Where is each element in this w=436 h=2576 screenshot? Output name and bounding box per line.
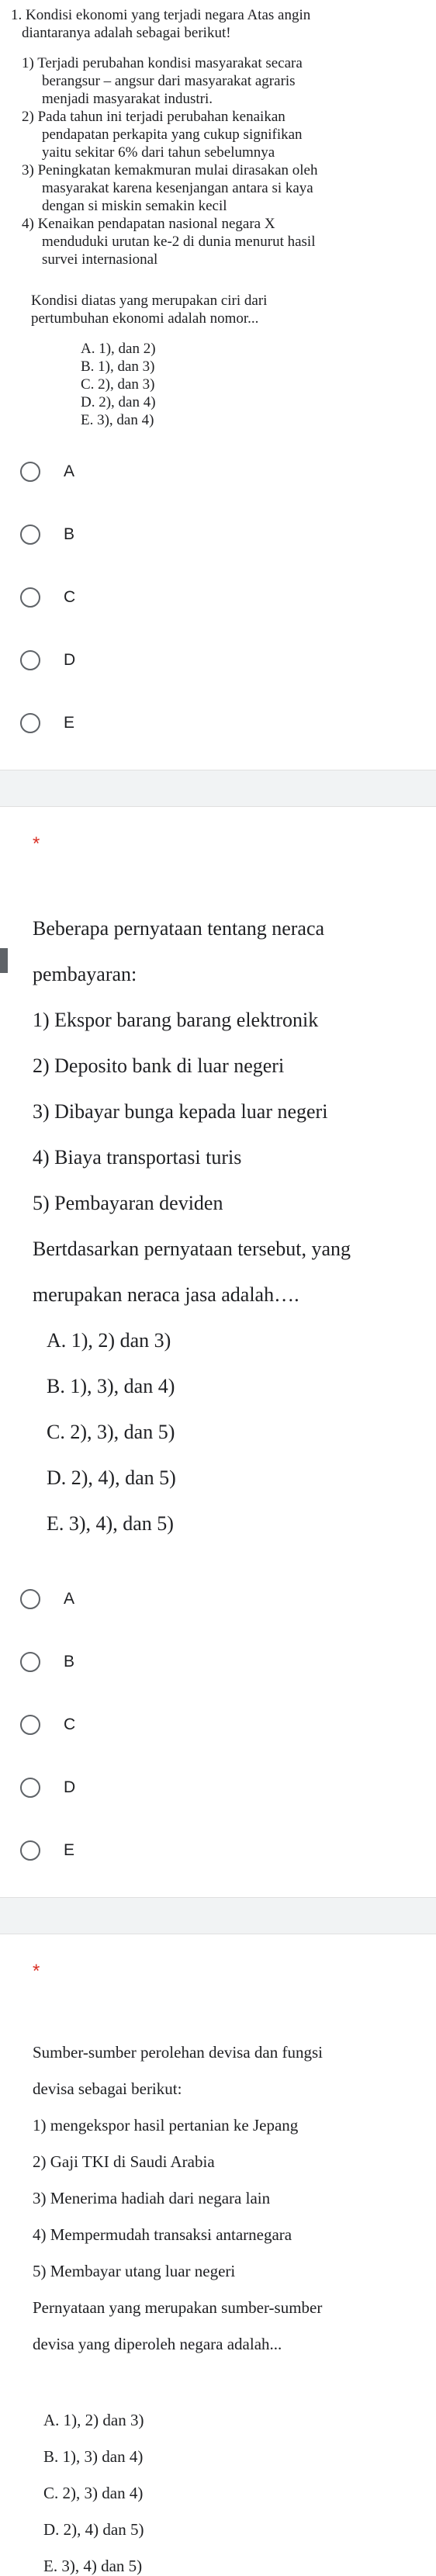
choice-b[interactable]: B (20, 503, 436, 566)
question-1-intro-2: diantaranya adalah sebagai berikut! (22, 25, 231, 41)
choice-b[interactable]: B (20, 1630, 436, 1693)
question-3-image: Sumber-sumber perolehan devisa dan fungsi devisa sebagai berikut: 1) mengekspor hasil pertanian ke Jepang 2) Gaji TKI di Saudi Arabia 3) Menerima hadiah dari negara lain 4) Mempermudah transaksi antarnegara 5) Membayar utang luar negeri Pernyataan yang merupakan sumber-sumber devisa yang diperoleh negara adalah... A. 1), 2) dan 3) B. 1), 3) dan 4) C. 2), 3) dan 4) D. 2), 4) dan 5) E. 3), 4) dan 5) (0, 1992, 436, 2576)
statement-4: 4) Kenaikan pendapatan nasional negara X menduduki urutan ke-2 di dunia menurut hasil survei internasional (22, 216, 316, 268)
question-2-choices (0, 1556, 436, 1897)
choice-c[interactable]: C (20, 566, 436, 628)
choice-a[interactable]: A (20, 440, 436, 503)
drag-handle (0, 948, 8, 973)
choice-d[interactable]: D (20, 1756, 436, 1819)
question-divider (0, 1897, 436, 1934)
statement-1: 1) Ekspor barang barang elektronik (33, 1009, 319, 1031)
statement-1: 1) mengekspor hasil pertanian ke Jepang (33, 2116, 299, 2135)
question-divider (0, 770, 436, 807)
question-3-prompt: Pernyataan yang merupakan sumber-sumber (33, 2298, 323, 2317)
radio-button[interactable] (20, 462, 40, 482)
statement-5: 5) Pembayaran deviden (33, 1192, 223, 1214)
statement-3: 3) Dibayar bunga kepada luar negeri (33, 1100, 328, 1123)
required-asterisk: * (33, 833, 40, 854)
question-3-option-list: A. 1), 2) dan 3) B. 1), 3) dan 4) C. 2), 3) dan 4) D. 2), 4) dan 5) E. 3), 4) dan 5) (43, 2411, 144, 2575)
question-2-option-list: A. 1), 2) dan 3) B. 1), 3), dan 4) C. 2), 3), dan 5) D. 2), 4), dan 5) E. 3), 4), dan 5) (47, 1329, 176, 1535)
statement-3: 3) Peningkatan kemakmuran mulai dirasakan oleh masyarakat karena kesenjangan antara si kaya dengan si miskin semakin kecil (22, 162, 318, 214)
radio-button[interactable] (20, 1778, 40, 1798)
statement-5: 5) Membayar utang luar negeri (33, 2262, 236, 2280)
statement-2: 2) Pada tahun ini terjadi perubahan kenaikan pendapatan perkapita yang cukup signifikan yaitu sekitar 6% dari tahun sebelumnya (22, 109, 303, 161)
choice-e[interactable]: E (20, 1819, 436, 1882)
question-2-prompt: Bertdasarkan pernyataan tersebut, yang (33, 1238, 351, 1260)
question-1-prompt: Kondisi diatas yang merupakan ciri dari (31, 293, 268, 309)
question-card-2 (0, 807, 436, 1897)
radio-button[interactable] (20, 1652, 40, 1672)
radio-button[interactable] (20, 1589, 40, 1609)
radio-button[interactable] (20, 1715, 40, 1735)
radio-button[interactable] (20, 650, 40, 670)
statement-3: 3) Menerima hadiah dari negara lain (33, 2189, 271, 2207)
choice-e[interactable]: E (20, 691, 436, 754)
question-card-1 (0, 0, 436, 770)
choice-a[interactable]: A (20, 1567, 436, 1630)
radio-button[interactable] (20, 525, 40, 545)
question-1-image: 1. Kondisi ekonomi yang terjadi negara Atas angin diantaranya adalah sebagai berikut! 1) Terjadi perubahan kondisi masyarakat secara berangsur – angsur dari masyarakat agraris menjadi masyarakat industri. 2) Pada tahun ini terjadi perubahan kenaikan pendapatan perkapita yang cukup signifikan yaitu sekitar 6% dari tahun sebelumnya 3) Peningkatan kemakmuran mulai dirasakan oleh masyarakat karena kesenjangan antara si kaya dengan si miskin semakin kecil 4) Kenaikan pendapatan nasional negara X menduduki urutan ke-2 di dunia menurut hasil survei internasional Kondisi diatas yang merupakan ciri dari pertumbuhan ekonomi adalah nomor... A. 1), dan 2) B. 1), dan 3) C. 2), dan 3) D. 2), dan 4) E. 3), dan 4) (0, 0, 436, 429)
radio-button[interactable] (20, 1840, 40, 1861)
question-1-option-list: A. 1), dan 2) B. 1), dan 3) C. 2), dan 3) D. 2), dan 4) E. 3), dan 4) (81, 341, 156, 428)
choice-d[interactable]: D (20, 628, 436, 691)
radio-button[interactable] (20, 713, 40, 733)
question-1-intro: 1. Kondisi ekonomi yang terjadi negara Atas angin (11, 7, 311, 23)
statement-2: 2) Gaji TKI di Saudi Arabia (33, 2152, 215, 2171)
question-card-3 (0, 1934, 436, 2576)
statement-4: 4) Mempermudah transaksi antarnegara (33, 2225, 292, 2244)
choice-c[interactable]: C (20, 1693, 436, 1756)
question-3-intro: Sumber-sumber perolehan devisa dan fungsi (33, 2043, 323, 2062)
question-1-choices (0, 429, 436, 770)
statement-1: 1) Terjadi perubahan kondisi masyarakat secara berangsur – angsur dari masyarakat agraris menjadi masyarakat industri. (22, 55, 303, 107)
statement-2: 2) Deposito bank di luar negeri (33, 1054, 285, 1077)
question-2-image: Beberapa pernyataan tentang neraca pembayaran: 1) Ekspor barang barang elektronik 2) Deposito bank di luar negeri 3) Dibayar bunga kepada luar negeri 4) Biaya transportasi turis 5) Pembayaran deviden Bertdasarkan pernyataan tersebut, yang merupakan neraca jasa adalah…. A. 1), 2) dan 3) B. 1), 3), dan 4) C. 2), 3), dan 5) D. 2), 4), dan 5) E. 3), 4), dan 5) (0, 864, 436, 1536)
question-2-intro: Beberapa pernyataan tentang neraca (33, 917, 325, 940)
radio-button[interactable] (20, 587, 40, 608)
statement-4: 4) Biaya transportasi turis (33, 1146, 242, 1169)
required-asterisk: * (33, 1961, 40, 1982)
